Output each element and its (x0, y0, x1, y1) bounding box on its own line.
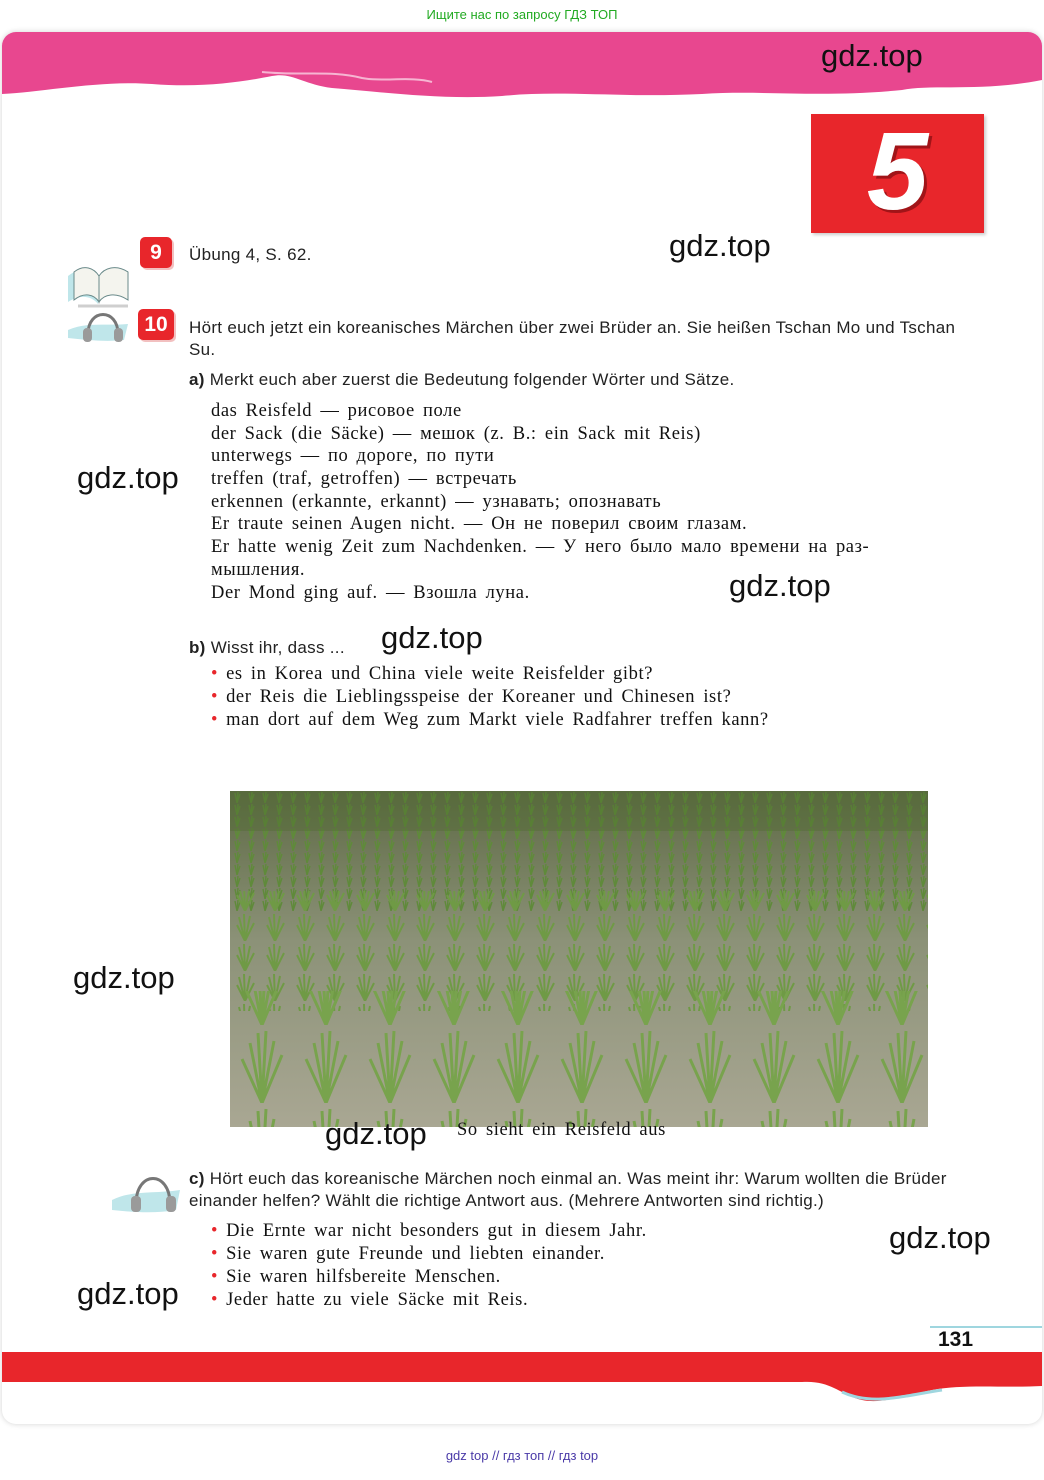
watermark: gdz.top (381, 620, 483, 655)
rice-field-photo (230, 791, 928, 1127)
page-number: 131 (938, 1328, 974, 1351)
watermark: gdz.top (669, 228, 771, 263)
part-a-line (189, 370, 735, 390)
watermark: gdz.top (77, 1276, 179, 1311)
list-item: • Sie waren gute Freunde und liebten einander. (211, 1244, 605, 1264)
vocab-item: unterwegs — по дороге, по пути (211, 446, 495, 467)
part-a-text: Merkt euch aber zuerst die Bedeutung folgender Wörter und Sätze. (209, 370, 735, 389)
chapter-number: 5 (866, 110, 929, 233)
headphones-icon (66, 300, 132, 348)
vocab-item: Er traute seinen Augen nicht. — Он не поверил своим глазам. (211, 514, 748, 535)
textbook-page (2, 32, 1042, 1424)
watermark: gdz.top (729, 568, 831, 603)
part-c-label: c) (189, 1169, 205, 1188)
photo-caption: So sieht ein Reisfeld aus (457, 1120, 666, 1140)
list-item: • es in Korea und China viele weite Reisfelder gibt? (211, 664, 654, 684)
top-banner[interactable]: Ищите нас по запросу ГДЗ ТОП (426, 7, 618, 22)
vocab-item: der Sack (die Säcke) — мешок (z. B.: ein Sack mit Reis) (211, 423, 701, 444)
part-a-label: a) (189, 370, 205, 389)
part-b-label: b) (189, 638, 206, 657)
part-b-line (189, 638, 345, 658)
list-item: • der Reis die Lieblingsspeise der Koreaner und Chinesen ist? (211, 687, 732, 707)
headphones-icon (110, 1160, 184, 1218)
vocab-item: мышления. (211, 559, 306, 580)
exercise-9-text: Übung 4, S. 62. (189, 245, 312, 264)
vocab-item: erkennen (erkannte, erkannt) — узнавать; опознавать (211, 491, 662, 512)
list-item: • Sie waren hilfsbereite Menschen. (211, 1267, 501, 1287)
watermark: gdz.top (325, 1116, 427, 1151)
watermark: gdz.top (77, 460, 179, 495)
part-c-line (189, 1168, 967, 1212)
vocab-item: Er hatte wenig Zeit zum Nachdenken. — У него было мало времени на раз- (211, 537, 870, 558)
watermark: gdz.top (889, 1220, 991, 1255)
list-item: • Die Ernte war nicht besonders gut in diesem Jahr. (211, 1221, 647, 1241)
red-footer-stripe (2, 1350, 1042, 1424)
exercise-10-badge: 10 (138, 309, 174, 340)
vocab-item: Der Mond ging auf. — Взошла луна. (211, 582, 530, 603)
part-b-text: Wisst ihr, dass ... (210, 638, 345, 657)
list-item: • Jeder hatte zu viele Säcke mit Reis. (211, 1290, 529, 1310)
exercise-9-badge: 9 (140, 237, 172, 268)
bottom-banner[interactable]: gdz top // гдз топ // гдз top (445, 1448, 599, 1463)
vocab-item: treffen (traf, getroffen) — встречать (211, 469, 517, 490)
part-c-bullets (211, 1221, 647, 1313)
chapter-number-box (811, 110, 984, 233)
watermark: gdz.top (821, 38, 923, 73)
exercise-10-intro: Hört euch jetzt ein koreanisches Märchen über zwei Brüder an. Sie heißen Tschan Mo und Tschan Su. (189, 318, 956, 359)
watermark: gdz.top (73, 960, 175, 995)
list-item: • man dort auf dem Weg zum Markt viele Radfahrer treffen kann? (211, 710, 769, 730)
part-c-text: Hört euch das koreanische Märchen noch einmal an. Was meint ihr: Warum wollten die Brüder einander helfen? Wählt die richtige Antwort aus. (Mehrere Antworten sind richtig.) (189, 1169, 947, 1210)
part-b-bullets (211, 664, 769, 733)
vocab-item: das Reisfeld — рисовое поле (211, 401, 462, 421)
